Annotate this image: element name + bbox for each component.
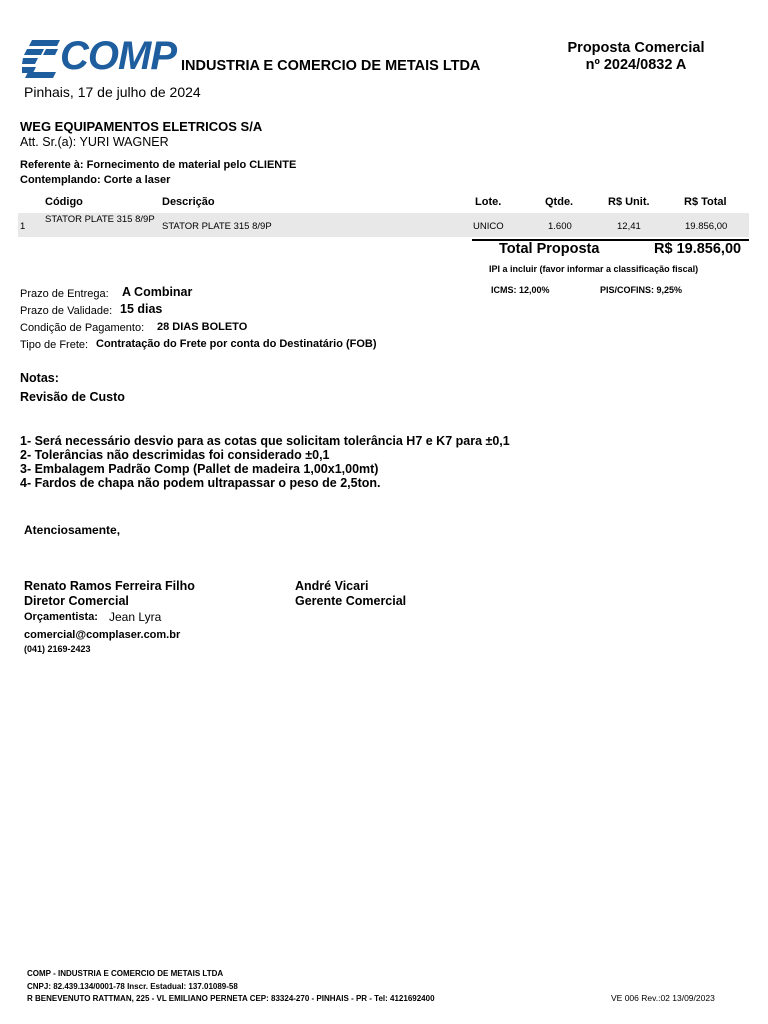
validity-value: 15 dias <box>120 302 163 316</box>
contact-email: comercial@complaser.com.br <box>24 629 181 641</box>
validity-label: Prazo de Validade: <box>20 305 113 317</box>
payment-label: Condição de Pagamento: <box>20 322 145 334</box>
row-index: 1 <box>20 221 26 232</box>
freight-label: Tipo de Frete: <box>20 339 89 351</box>
notes-title: Notas: <box>20 371 59 385</box>
signer1-role: Diretor Comercial <box>24 594 129 608</box>
estimator-value: Jean Lyra <box>109 610 162 624</box>
column-header-codigo: Código <box>45 196 83 208</box>
notes-subtitle: Revisão de Custo <box>20 390 125 404</box>
row-unit-price: 12,41 <box>617 221 641 232</box>
footer-company: COMP - INDUSTRIA E COMERCIO DE METAIS LTDA <box>27 969 224 978</box>
proposal-title: Proposta Comercial <box>567 40 705 56</box>
signer1-name: Renato Ramos Ferreira Filho <box>24 579 195 593</box>
company-logo-text: COMP <box>60 34 176 78</box>
comp-logo-icon <box>22 40 60 78</box>
contemplating-line: Contemplando: Corte a laser <box>20 174 171 186</box>
row-descricao: STATOR PLATE 315 8/9P <box>162 221 272 232</box>
ipi-note: IPI a incluir (favor informar a classificação fiscal) <box>489 264 699 274</box>
client-name: WEG EQUIPAMENTOS ELETRICOS S/A <box>20 119 263 134</box>
proposal-number: nº 2024/0832 A <box>585 57 687 73</box>
row-total: 19.856,00 <box>685 221 728 232</box>
row-qtde: 1.600 <box>548 221 572 232</box>
payment-value: 28 DIAS BOLETO <box>157 321 248 333</box>
estimator-label: Orçamentista: <box>24 611 98 623</box>
delivery-value: A Combinar <box>122 285 193 299</box>
closing-regards: Atenciosamente, <box>24 523 121 537</box>
total-label: Total Proposta <box>499 241 600 257</box>
pis-cofins-rate: PIS/COFINS: 9,25% <box>600 285 683 295</box>
row-codigo: STATOR PLATE 315 8/9P <box>45 214 155 225</box>
footer-revision: VE 006 Rev.:02 13/09/2023 <box>611 993 715 1003</box>
company-name: INDUSTRIA E COMERCIO DE METAIS LTDA <box>181 58 481 74</box>
note-item: 3- Embalagem Padrão Comp (Pallet de madeira 1,00x1,00mt) <box>20 462 379 476</box>
client-attention: Att. Sr.(a): YURI WAGNER <box>20 135 169 149</box>
icms-rate: ICMS: 12,00% <box>491 285 550 295</box>
note-item: 4- Fardos de chapa não podem ultrapassar o peso de 2,5ton. <box>20 476 381 490</box>
signer2-role: Gerente Comercial <box>295 594 407 608</box>
contact-phone: (041) 2169-2423 <box>24 644 91 654</box>
delivery-label: Prazo de Entrega: <box>20 288 109 300</box>
footer-registration: CNPJ: 82.439.134/0001-78 Inscr. Estadual: 137.01089-58 <box>27 982 238 991</box>
place-date: Pinhais, 17 de julho de 2024 <box>24 84 201 100</box>
freight-value: Contratação do Frete por conta do Destinatário (FOB) <box>96 338 377 350</box>
row-lote: UNICO <box>473 221 504 232</box>
column-header-qtde: Qtde. <box>545 196 574 208</box>
note-item: 1- Será necessário desvio para as cotas que solicitam tolerância H7 e K7 para ±0,1 <box>20 434 510 448</box>
reference-line: Referente à: Fornecimento de material pelo CLIENTE <box>20 159 297 171</box>
note-item: 2- Tolerâncias não descrimidas foi considerado ±0,1 <box>20 448 330 462</box>
column-header-total: R$ Total <box>684 196 727 208</box>
column-header-unit-price: R$ Unit. <box>608 196 650 208</box>
footer-address: R BENEVENUTO RATTMAN, 225 - VL EMILIANO PERNETA CEP: 83324-270 - PINHAIS - PR - Tel: 4121692400 <box>27 994 435 1003</box>
column-header-descricao: Descrição <box>162 196 215 208</box>
signer2-name: André Vicari <box>295 579 369 593</box>
total-value: R$ 19.856,00 <box>654 241 742 257</box>
column-header-lote: Lote. <box>475 196 502 208</box>
